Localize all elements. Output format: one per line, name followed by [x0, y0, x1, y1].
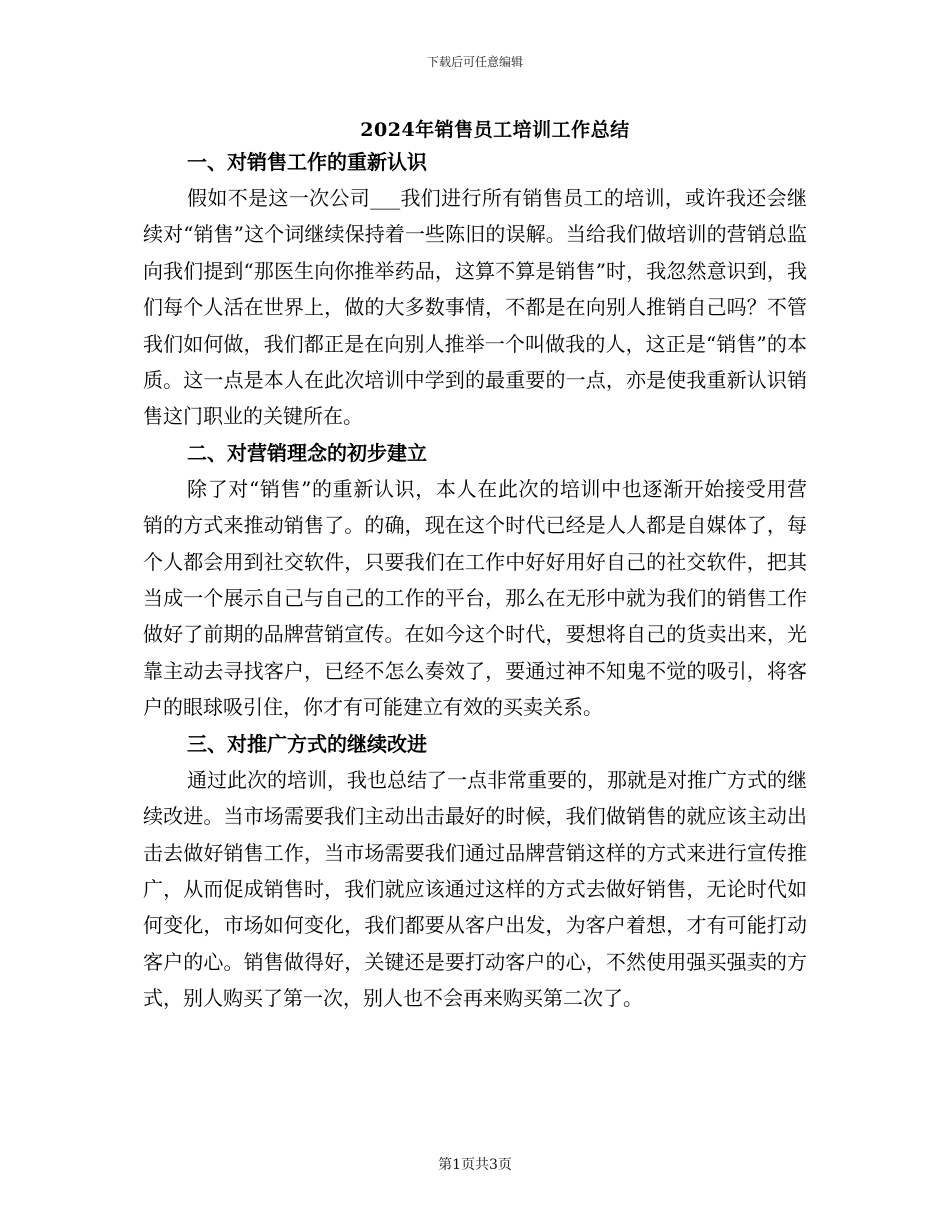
- section-paragraph: 除了对“销售”的重新认识，本人在此次的培训中也逐渐开始接受用营销的方式来推动销售了。的确，现在这个时代已经是人人都是自媒体了，每个人都会用到社交软件，只要我们在工作中好好用好自己的社交软件，把其当成一个展示自己与自己的工作的平台，那么在无形中就为我们的销售工作做好了前期的品牌营销宣传。在如今这个时代，要想将自己的货卖出来，光靠主动去寻找客户，已经不怎么奏效了，要通过神不知鬼不觉的吸引，将客户的眼球吸引住，你才有可能建立有效的买卖关系。: [143, 476, 807, 720]
- page-number: 第1页共3页: [438, 1157, 512, 1173]
- section-1: [143, 144, 807, 435]
- page-header-note: 下载后可任意编辑: [426, 55, 523, 69]
- section-3: [143, 726, 807, 1017]
- section-heading: 二、对营销理念的初步建立: [187, 440, 427, 465]
- document-title: 2024年销售员工培训工作总结: [360, 119, 630, 141]
- section-paragraph: 假如不是这一次公司___我们进行所有销售员工的培训，或许我还会继续对“销售”这个词继续保持着一些陈旧的误解。当给我们做培训的营销总监向我们提到“那医生向你推举药品，这算不算是销售”时，我忽然意识到，我们每个人活在世界上，做的大多数事情，不都是在向别人推销自己吗？不管我们如何做，我们都正是在向别人推举一个叫做我的人，这正是“销售”的本质。这一点是本人在此次培训中学到的最重要的一点，亦是使我重新认识销售这门职业的关键所在。: [143, 186, 807, 429]
- section-2: [143, 435, 807, 726]
- document-body: [143, 144, 807, 1017]
- section-paragraph: 通过此次的培训，我也总结了一点非常重要的，那就是对推广方式的继续改进。当市场需要我们主动出击最好的时候，我们做销售的就应该主动出击去做好销售工作，当市场需要我们通过品牌营销这样的方式来进行宣传推广，从而促成销售时，我们就应该通过这样的方式去做好销售，无论时代如何变化，市场如何变化，我们都要从客户出发，为客户着想，才有可能打动客户的心。销售做得好，关键还是要打动客户的心，不然使用强买强卖的方式，别人购买了第一次，别人也不会再来购买第二次了。: [143, 767, 807, 1011]
- section-heading: 三、对推广方式的继续改进: [187, 731, 427, 756]
- section-heading: 一、对销售工作的重新认识: [187, 150, 427, 174]
